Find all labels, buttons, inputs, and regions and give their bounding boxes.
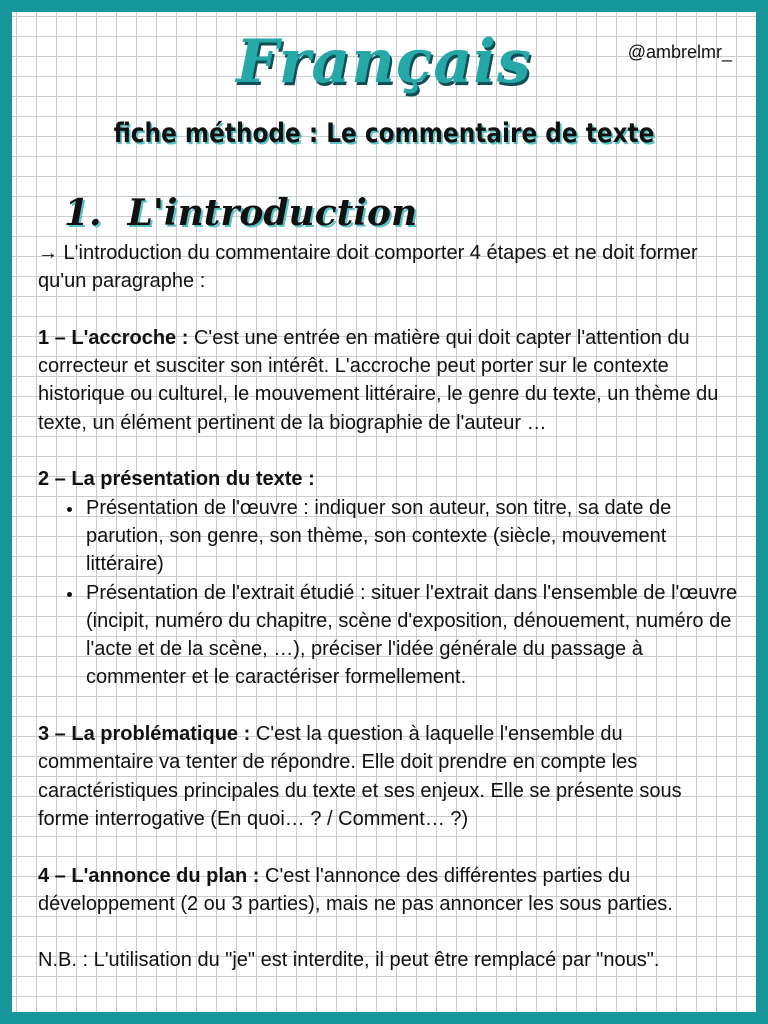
step-problematique-label: 3 – La problématique : bbox=[38, 723, 251, 746]
presentation-list bbox=[38, 494, 738, 692]
step-plan-text: C'est l'annonce des différentes parties du développement (2 ou 3 parties), mais ne pas annoncer les sous parties. bbox=[38, 864, 673, 915]
step-accroche-text: C'est une entrée en matière qui doit capter l'attention du correcteur et susciter son intérêt. L'accroche peut porter sur le contexte historique ou culturel, le mouvement littéraire, le genre du texte, un thème du texte, un élément pertinent de la biographie de l'auteur … bbox=[38, 326, 719, 434]
section-heading bbox=[64, 188, 417, 238]
arrow-icon: → bbox=[38, 242, 58, 264]
page-subtitle: fiche méthode : Le commentaire de texte bbox=[113, 118, 655, 149]
list-item: • Présentation de l'œuvre : indiquer son auteur, son titre, sa date de parution, son genre, son thème, son contexte (siècle, mouvement littéraire) bbox=[84, 494, 738, 579]
step-problematique-text: C'est la question à laquelle l'ensemble du commentaire va tenter de répondre. Elle doit prendre en compte les caractéristiques principales du texte et ses enjeux. Elle se présente sous forme interrogative (En quoi… ? / Comment… ?) bbox=[38, 723, 682, 830]
step-plan-label: 4 – L'annonce du plan : bbox=[38, 864, 260, 887]
step-accroche bbox=[38, 324, 738, 437]
intro-paragraph bbox=[38, 239, 738, 296]
step-plan bbox=[38, 862, 738, 919]
author-handle: @ambrelmr_ bbox=[627, 42, 732, 62]
intro-text: L'introduction du commentaire doit comporter 4 étapes et ne doit former qu'un paragraphe : bbox=[38, 242, 698, 293]
section-title: L'introduction bbox=[127, 192, 418, 234]
note-nb: N.B. : L'utilisation du "je" est interdite, il peut être remplacé par "nous". bbox=[38, 949, 660, 972]
step-problematique bbox=[38, 720, 738, 833]
page-title: Français bbox=[236, 27, 532, 97]
step-presentation bbox=[38, 465, 738, 493]
list-item: • Présentation de l'extrait étudié : situer l'extrait dans l'ensemble de l'œuvre (incipit, numéro du chapitre, scène d'exposition, dénouement, numéro de l'acte et de la scène, …), préciser l'idée générale du passage à commenter et le caractériser formellement. bbox=[84, 579, 738, 692]
content-body bbox=[38, 239, 738, 975]
step-accroche-label: 1 – L'accroche : bbox=[38, 326, 189, 349]
section-number: 1. bbox=[64, 192, 102, 234]
step-presentation-label: 2 – La présentation du texte : bbox=[38, 468, 315, 491]
